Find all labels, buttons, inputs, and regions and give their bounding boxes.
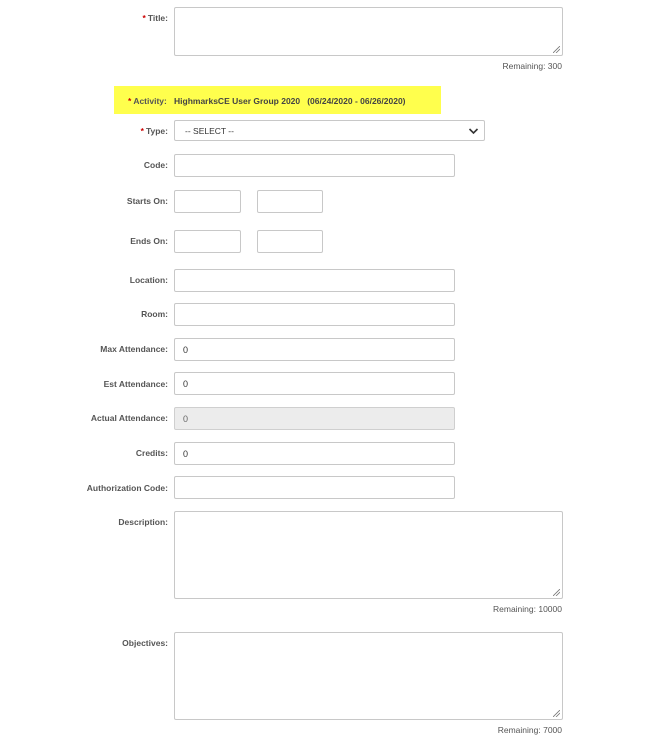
ends-on-time-input[interactable] [257,230,323,253]
code-input[interactable] [174,154,455,177]
title-textarea[interactable] [174,7,563,56]
room-input[interactable] [174,303,455,326]
activity-value: HighmarksCE User Group 2020 (06/24/2020 - 06/26/2020) [174,96,406,106]
starts-on-label: Starts On: [126,196,168,206]
type-label: * Type: [140,126,168,136]
code-label: Code: [143,160,168,170]
location-input[interactable] [174,269,455,292]
title-label: * Title: [142,13,168,23]
type-select-value: -- SELECT -- [185,126,234,136]
objectives-textarea[interactable] [174,632,563,720]
ends-on-date-input[interactable] [174,230,241,253]
authorization-code-label: Authorization Code: [86,483,168,493]
description-textarea[interactable] [174,511,563,599]
actual-attendance-label: Actual Attendance: [90,413,168,423]
title-remaining-counter: Remaining: 300 [502,61,562,71]
activity-label: * Activity: [128,96,167,106]
type-select[interactable] [174,120,485,141]
authorization-code-input[interactable] [174,476,455,499]
starts-on-time-input[interactable] [257,190,323,213]
location-label: Location: [129,275,168,285]
room-label: Room: [141,309,168,319]
required-marker: * [142,13,146,23]
description-remaining-counter: Remaining: 10000 [493,604,562,614]
ends-on-label: Ends On: [130,236,168,246]
starts-on-date-input[interactable] [174,190,241,213]
est-attendance-input[interactable] [174,372,455,395]
est-attendance-label: Est Attendance: [103,379,168,389]
max-attendance-label: Max Attendance: [100,344,168,354]
description-label: Description: [118,517,168,527]
max-attendance-input[interactable] [174,338,455,361]
objectives-remaining-counter: Remaining: 7000 [497,725,562,735]
objectives-label: Objectives: [122,638,168,648]
credits-label: Credits: [135,448,168,458]
credits-input[interactable] [174,442,455,465]
actual-attendance-input [174,407,455,430]
chevron-down-icon [468,126,479,136]
